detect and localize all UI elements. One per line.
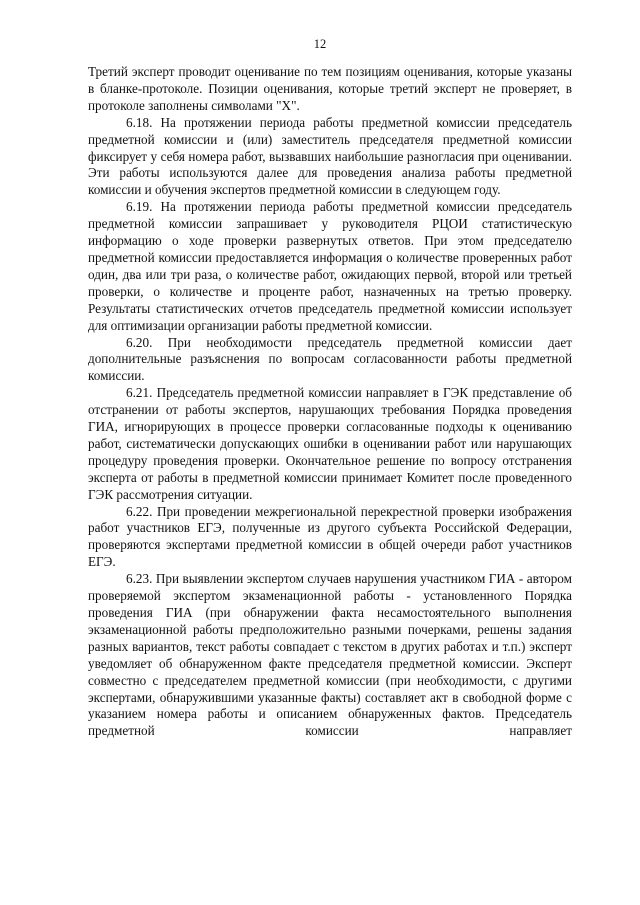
paragraph-6-19: 6.19. На протяжении периода работы предметной комиссии председатель предметной комиссии запрашивает у руководителя РЦОИ статистическую информацию о ходе проверки развернутых ответов. При этом председателю предметной комиссии предоставляется информация о количестве проверенных работ один, два или три раза, о количестве работ, ожидающих первой, второй или третьей проверки, о количестве и проценте работ, назначенных на третью проверку. Результаты статистических отчетов председатель предметной комиссии использует для оптимизации организации работы предметной комиссии. xyxy=(88,199,572,333)
page-number: 12 xyxy=(313,37,327,51)
paragraph-third-expert: Третий эксперт проводит оценивание по тем позициям оценивания, которые указаны в бланке-протоколе. Позиции оценивания, которые третий эксперт не проверяет, в протоколе заполнены символами "Х". xyxy=(88,64,572,113)
paragraph-6-18: 6.18. На протяжении периода работы предметной комиссии председатель предметной комиссии и (или) заместитель председателя предметной комиссии фиксирует у себя номера работ, вызвавших наибольшие разногласия при оценивании. Эти работы используются далее для проведения анализа работы предметной комиссии и обучения экспертов предметной комиссии в следующем году. xyxy=(88,114,572,198)
paragraph-6-22: 6.22. При проведении межрегиональной перекрестной проверки изображения работ участников ЕГЭ, полученные из другого субъекта Российской Федерации, проверяются экспертами предметной комиссии в общей очереди работ участников ЕГЭ. xyxy=(88,503,572,570)
paragraph-6-20: 6.20. При необходимости председатель предметной комиссии дает дополнительные разъяснения по вопросам согласованности работы предметной комиссии. xyxy=(88,334,572,384)
document-body xyxy=(88,64,572,740)
paragraph-6-21: 6.21. Председатель предметной комиссии направляет в ГЭК представление об отстранении от работы экспертов, нарушающих требования Порядка проведения ГИА, игнорирующих в процессе проверки согласованные подходы к оцениванию работ, систематически допускающих ошибки в оценивании работ или нарушающих процедуру проведения проверки. Окончательное решение по вопросу отстранения эксперта от работы в предметной комиссии принимает Комитет после проведенного ГЭК рассмотрения ситуации. xyxy=(88,385,572,502)
paragraph-6-23: 6.23. При выявлении экспертом случаев нарушения участником ГИА - автором проверяемой экспертом экзаменационной работы - установленного Порядка проведения ГИА (при обнаружении факта несамостоятельного выполнения экзаменационной работы предположительно разными почерками, решены задания разных вариантов, текст работы совпадает с текстом в других работах и т.п.) эксперт уведомляет об обнаруженном факте председателя предметной комиссии. Эксперт совместно с председателем предметной комиссии (при необходимости, с другими экспертами, обнаружившими указанные факты) составляет акт в свободной форме с указанием номера работы и описанием обнаруженных фактов. Председатель предметной комиссии направляет xyxy=(88,571,572,739)
